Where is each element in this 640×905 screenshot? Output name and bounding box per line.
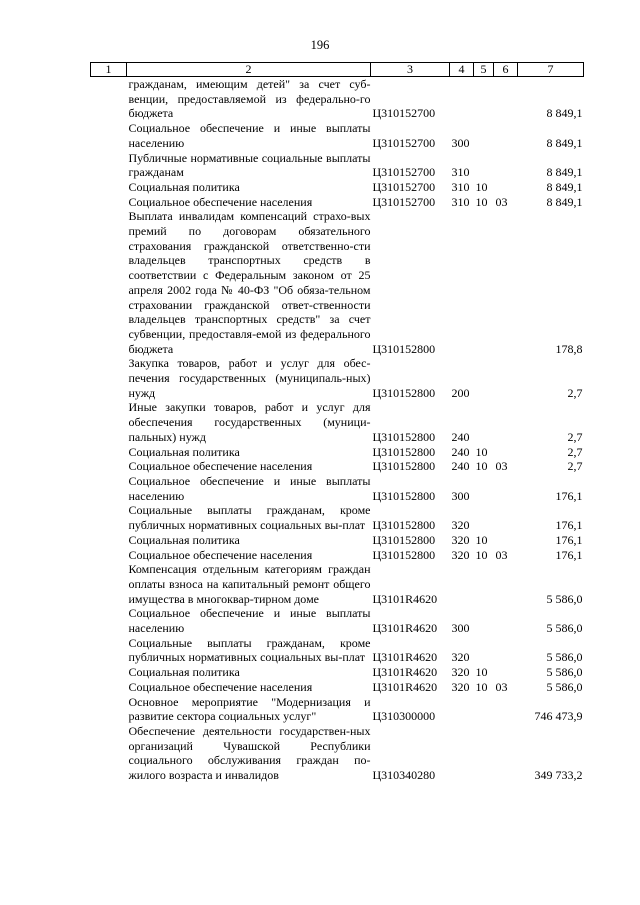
row-pr xyxy=(494,695,518,724)
row-sum: 2,7 xyxy=(567,385,583,400)
row-sum: 8 849,1 xyxy=(546,135,583,150)
row-rz xyxy=(474,356,494,400)
row-sum: 8 849,1 xyxy=(546,106,583,121)
row-pr xyxy=(494,400,518,444)
row-pr: 03 xyxy=(495,194,508,209)
row-pr xyxy=(494,636,518,665)
table-body xyxy=(91,77,584,783)
row-sum: 5 586,0 xyxy=(546,650,583,665)
row-rz: 10 xyxy=(475,679,488,694)
row-vr: 320 xyxy=(451,518,470,533)
row-rz xyxy=(474,400,494,444)
row-vr: 240 xyxy=(451,429,470,444)
row-rz: 10 xyxy=(475,547,488,562)
table-row xyxy=(91,356,584,400)
row-vr: 310 xyxy=(451,194,470,209)
row-code: Ц3101R4620 xyxy=(372,665,438,680)
row-code: Ц310152800 xyxy=(372,429,436,444)
row-name: Обеспечение деятельности государствен-ных организаций Чувашской Республики социального обслуживания граждан по-жилого возраста и инвалидов xyxy=(128,723,371,783)
row-code: Ц310152700 xyxy=(372,194,436,209)
table-row xyxy=(91,195,584,210)
row-pr: 03 xyxy=(495,459,508,474)
row-vr: 320 xyxy=(451,650,470,665)
row-code: Ц310152800 xyxy=(372,385,436,400)
row-sum: 2,7 xyxy=(567,459,583,474)
row-name: Иные закупки товаров, работ и услуг для обеспечения государственных (муници-пальных) нужд xyxy=(128,400,371,444)
row-vr xyxy=(450,77,474,122)
row-rz: 10 xyxy=(475,179,488,194)
row-sum: 5 586,0 xyxy=(546,591,583,606)
row-name: Социальная политика xyxy=(128,444,240,459)
row-sum: 349 733,2 xyxy=(534,768,583,783)
table-row xyxy=(91,724,584,783)
row-pr: 03 xyxy=(495,679,508,694)
row-vr: 300 xyxy=(451,135,470,150)
row-vr: 240 xyxy=(451,459,470,474)
table-row xyxy=(91,209,584,356)
row-rz: 10 xyxy=(475,194,488,209)
table-row xyxy=(91,548,584,563)
header-col-2: 2 xyxy=(127,63,371,77)
row-vr: 200 xyxy=(451,385,470,400)
row-rz: 10 xyxy=(475,459,488,474)
row-name: Социальное обеспечение населения xyxy=(128,459,313,474)
row-vr xyxy=(450,209,474,356)
header-col-1: 1 xyxy=(91,63,127,77)
row-name: Социальное обеспечение и иные выплаты населению xyxy=(128,121,371,150)
row-pr xyxy=(494,209,518,356)
row-rz: 10 xyxy=(475,444,488,459)
row-code: Ц310300000 xyxy=(372,709,436,724)
row-sum: 8 849,1 xyxy=(546,194,583,209)
header-col-3: 3 xyxy=(371,63,450,77)
row-sum: 176,1 xyxy=(555,532,583,547)
table-row xyxy=(91,400,584,444)
row-vr: 300 xyxy=(451,488,470,503)
row-sum: 176,1 xyxy=(555,488,583,503)
row-vr xyxy=(450,695,474,724)
row-vr xyxy=(450,562,474,606)
row-pr xyxy=(494,77,518,122)
row-rz: 10 xyxy=(475,532,488,547)
row-rz xyxy=(474,562,494,606)
row-rz xyxy=(474,151,494,180)
row-name: Компенсация отдельным категориям граждан оплаты взноса на капитальный ремонт общего имущества в многоквар-тирном доме xyxy=(128,562,371,606)
row-code: Ц310152800 xyxy=(372,459,436,474)
row-vr: 300 xyxy=(451,621,470,636)
row-rz xyxy=(474,606,494,635)
row-name: Публичные нормативные социальные выплаты гражданам xyxy=(128,150,371,180)
row-sum: 2,7 xyxy=(567,444,583,459)
row-code: Ц310152800 xyxy=(372,547,436,562)
row-sum: 8 849,1 xyxy=(546,179,583,194)
row-vr: 320 xyxy=(451,679,470,694)
row-pr xyxy=(494,724,518,783)
row-rz xyxy=(474,77,494,122)
table-row xyxy=(91,180,584,195)
row-name: Социальное обеспечение населения xyxy=(128,547,313,562)
table-row xyxy=(91,695,584,724)
row-name: Закупка товаров, работ и услуг для обес-печения государственных (муниципаль-ных) нужд xyxy=(128,356,371,400)
row-pr xyxy=(494,533,518,548)
row-code: Ц3101R4620 xyxy=(372,679,438,694)
row-name: Социальные выплаты гражданам, кроме публичных нормативных социальных вы-плат xyxy=(128,635,371,665)
table-row xyxy=(91,562,584,606)
row-code: Ц310152800 xyxy=(372,518,436,533)
row-pr xyxy=(494,474,518,503)
table-row xyxy=(91,680,584,695)
row-name: Выплата инвалидам компенсаций страхо-вых премий по договорам обязательного страхования гражданской ответственно-сти владельцев транспортных средств в соответствии с Федеральным законом от 25 апреля 2002 года № 40-ФЗ "Об обяза-тельном страховании гражданской ответ-ственности владельцев транспортных средств" за счет субвенции, предоставля-емой из федерального бюджета xyxy=(128,209,371,356)
row-name: гражданам, имеющим детей" за счет суб-венции, предоставляемой из федерально-го бюджета xyxy=(128,77,371,121)
row-name: Социальное обеспечение населения xyxy=(128,679,313,694)
row-pr xyxy=(494,562,518,606)
row-vr xyxy=(450,724,474,783)
row-code: Ц310152700 xyxy=(372,106,436,121)
row-pr xyxy=(494,606,518,635)
row-name: Социальные выплаты гражданам, кроме публичных нормативных социальных вы-плат xyxy=(128,503,371,533)
table-row xyxy=(91,77,584,122)
row-pr xyxy=(494,445,518,460)
row-code: Ц3101R4620 xyxy=(372,591,438,606)
budget-table xyxy=(90,62,584,783)
row-pr xyxy=(494,180,518,195)
header-col-5: 5 xyxy=(474,63,494,77)
row-vr: 310 xyxy=(451,179,470,194)
row-sum: 5 586,0 xyxy=(546,621,583,636)
row-code: Ц310340280 xyxy=(372,768,436,783)
row-sum: 176,1 xyxy=(555,518,583,533)
row-sum: 746 473,9 xyxy=(534,709,583,724)
row-rz xyxy=(474,209,494,356)
header-col-7: 7 xyxy=(518,63,584,77)
row-rz xyxy=(474,636,494,665)
row-code: Ц310152800 xyxy=(372,444,436,459)
row-vr: 320 xyxy=(451,547,470,562)
row-name: Социальное обеспечение и иные выплаты населению xyxy=(128,473,371,503)
row-code: Ц310152800 xyxy=(372,341,436,356)
row-pr: 03 xyxy=(495,547,508,562)
header-col-4: 4 xyxy=(450,63,474,77)
header-row xyxy=(91,63,584,77)
table-row xyxy=(91,533,584,548)
row-code: Ц310152800 xyxy=(372,488,436,503)
row-vr: 240 xyxy=(451,444,470,459)
table-row xyxy=(91,606,584,635)
row-name: Социальная политика xyxy=(128,665,240,680)
row-rz xyxy=(474,503,494,532)
row-rz xyxy=(474,724,494,783)
row-sum: 176,1 xyxy=(555,547,583,562)
row-code: Ц3101R4620 xyxy=(372,621,438,636)
row-sum: 8 849,1 xyxy=(546,165,583,180)
row-rz xyxy=(474,474,494,503)
row-vr: 320 xyxy=(451,665,470,680)
row-sum: 5 586,0 xyxy=(546,665,583,680)
row-name: Социальная политика xyxy=(128,532,240,547)
row-pr xyxy=(494,503,518,532)
row-name: Социальная политика xyxy=(128,179,240,194)
table-header xyxy=(91,63,584,77)
row-code: Ц310152700 xyxy=(372,165,436,180)
row-rz xyxy=(474,121,494,150)
row-name: Основное мероприятие "Модернизация и развитие сектора социальных услуг" xyxy=(128,694,371,724)
row-pr xyxy=(494,356,518,400)
table-row xyxy=(91,665,584,680)
row-code: Ц310152800 xyxy=(372,532,436,547)
row-sum: 5 586,0 xyxy=(546,679,583,694)
row-code: Ц3101R4620 xyxy=(372,650,438,665)
row-vr: 320 xyxy=(451,532,470,547)
table-row xyxy=(91,459,584,474)
page-number: 196 xyxy=(310,38,330,52)
table-row xyxy=(91,503,584,532)
row-pr xyxy=(494,665,518,680)
table-row xyxy=(91,151,584,180)
row-rz: 10 xyxy=(475,665,488,680)
table-row xyxy=(91,636,584,665)
table-row xyxy=(91,474,584,503)
row-sum: 2,7 xyxy=(567,429,583,444)
header-col-6: 6 xyxy=(494,63,518,77)
row-sum: 178,8 xyxy=(555,341,583,356)
row-vr: 310 xyxy=(451,165,470,180)
table-row xyxy=(91,121,584,150)
row-code: Ц310152700 xyxy=(372,179,436,194)
row-name: Социальное обеспечение населения xyxy=(128,194,313,209)
row-rz xyxy=(474,695,494,724)
row-code: Ц310152700 xyxy=(372,135,436,150)
row-pr xyxy=(494,151,518,180)
row-name: Социальное обеспечение и иные выплаты населению xyxy=(128,606,371,636)
row-pr xyxy=(494,121,518,150)
table-row xyxy=(91,445,584,460)
